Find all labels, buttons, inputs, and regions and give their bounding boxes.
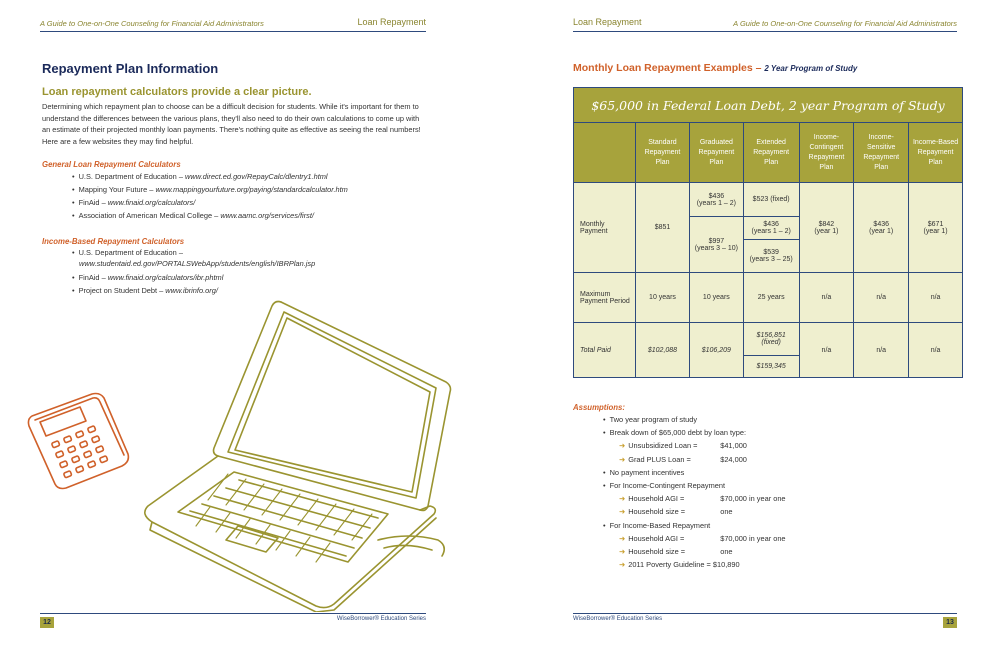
guide-title: A Guide to One-on-One Counseling for Financial Aid Administrators — [733, 19, 957, 28]
table-cell: n/a — [854, 273, 909, 323]
list-item: ➜ Household AGI = $70,000 in year one — [619, 533, 786, 543]
table-banner: $65,000 in Federal Loan Debt, 2 year Program of Study — [574, 88, 963, 123]
arrow-icon: ➜ — [619, 533, 626, 543]
arrow-icon: ➜ — [619, 560, 626, 570]
list-item: • U.S. Department of Education – www.studentaid.ed.gov/PORTALSWebApp/students/english/IBRPlan.jsp — [72, 247, 315, 271]
table-cell: $102,088 — [636, 323, 690, 378]
table-cell: $997 (years 3 – 10) — [689, 217, 743, 273]
list-item: • For Income-Based Repayment — [603, 519, 786, 532]
table-cell: n/a — [799, 323, 854, 378]
general-calculators-heading: General Loan Repayment Calculators — [42, 160, 181, 169]
right-page — [499, 0, 998, 648]
list-item: ➜ Household AGI = $70,000 in year one — [619, 494, 786, 504]
arrow-icon: ➜ — [619, 507, 626, 517]
list-item: • Association of American Medical College – www.aamc.org/services/first/ — [72, 209, 348, 222]
page-number: 13 — [943, 617, 957, 628]
table-header: Graduated Repayment Plan — [689, 123, 743, 183]
laptop-illustration — [138, 300, 460, 612]
link[interactable]: www.finaid.org/calculators/ — [107, 198, 196, 207]
table-header: Extended Repayment Plan — [743, 123, 799, 183]
link[interactable]: www.ibrinfo.org/ — [165, 286, 218, 295]
arrow-icon: ➜ — [619, 441, 626, 451]
running-head — [40, 16, 426, 32]
calculator-illustration — [22, 388, 134, 494]
list-item: • For Income-Contingent Repayment — [603, 479, 786, 492]
income-based-calculators-list — [72, 247, 315, 297]
arrow-icon: ➜ — [619, 494, 626, 504]
row-label-total: Total Paid — [574, 323, 636, 378]
link[interactable]: www.finaid.org/calculators/ibr.phtml — [107, 273, 224, 282]
table-cell: $436 (years 1 – 2) — [689, 183, 743, 217]
section-title: Loan Repayment — [357, 17, 426, 27]
series-name: WiseBorrower® Education Series — [336, 616, 426, 622]
examples-subheading: 2 Year Program of Study — [764, 64, 858, 73]
arrow-icon: ➜ — [619, 547, 626, 557]
list-item: • Mapping Your Future – www.mappingyourfuture.org/paying/standardcalculator.htm — [72, 183, 348, 196]
list-item: • U.S. Department of Education – www.direct.ed.gov/RepayCalc/dlentry1.html — [72, 170, 348, 183]
link[interactable]: www.direct.ed.gov/RepayCalc/dlentry1.html — [185, 172, 328, 181]
table-cell: $671 (year 1) — [909, 183, 963, 273]
table-cell: n/a — [854, 323, 909, 378]
table-cell: $436 (years 1 – 2) — [743, 217, 799, 240]
table-cell: n/a — [909, 273, 963, 323]
page-number: 12 — [40, 617, 54, 628]
list-item: ➜ Unsubsidized Loan = $41,000 — [619, 441, 747, 451]
series-name: WiseBorrower® Education Series — [573, 616, 663, 622]
intro-paragraph: Determining which repayment plan to choose can be a difficult decision for students. While it's important for them to understand the differences between the various plans, they'll also need to do their own calculations to come up with an estimate of their projected monthly loan payments. There's nothing quite as effective as seeing the real numbers! Here are a few websites they may find helpful. — [42, 102, 421, 146]
table-cell: n/a — [909, 323, 963, 378]
page-subtitle: Loan repayment calculators provide a clear picture. — [42, 86, 312, 98]
list-item: • No payment incentives — [603, 466, 786, 479]
table-cell: n/a — [799, 273, 854, 323]
running-head — [573, 16, 957, 32]
table-cell: 10 years — [636, 273, 690, 323]
table-header-empty — [574, 123, 636, 183]
link[interactable]: www.studentaid.ed.gov/PORTALSWebApp/students/english/IBRPlan.jsp — [79, 259, 316, 268]
list-item: • Two year program of study — [603, 413, 786, 426]
list-item: • FinAid – www.finaid.org/calculators/ibr.phtml — [72, 271, 315, 284]
list-item: ➜ Household size = one — [619, 547, 733, 557]
section-title: Loan Repayment — [573, 17, 642, 27]
list-item: • Break down of $65,000 debt by loan type: — [603, 426, 786, 439]
repayment-table — [573, 87, 963, 378]
general-calculators-list — [72, 170, 348, 222]
table-cell: $851 — [636, 183, 690, 273]
table-header: Income-Based Repayment Plan — [909, 123, 963, 183]
footer — [40, 613, 426, 627]
table-header: Standard Repayment Plan — [636, 123, 690, 183]
row-label-max-period: Maximum Payment Period — [574, 273, 636, 323]
table-cell: $842 (year 1) — [799, 183, 854, 273]
table-cell: $539 (years 3 – 25) — [743, 240, 799, 273]
list-item: • Project on Student Debt – www.ibrinfo.org/ — [72, 284, 315, 297]
list-item: ➜ Household size = one — [619, 507, 733, 517]
table-cell: $436 (year 1) — [854, 183, 909, 273]
income-based-calculators-heading: Income-Based Repayment Calculators — [42, 237, 185, 246]
table-cell: $106,209 — [689, 323, 743, 378]
assumptions-heading: Assumptions: — [573, 403, 625, 412]
table-cell: $156,851 (fixed) — [743, 323, 799, 356]
arrow-icon: ➜ — [619, 454, 626, 464]
footer — [573, 613, 957, 627]
link[interactable]: www.aamc.org/services/first/ — [220, 211, 314, 220]
link[interactable]: www.mappingyourfuture.org/paying/standardcalculator.htm — [155, 185, 348, 194]
table-cell: 10 years — [689, 273, 743, 323]
table-header: Income-Contingent Repayment Plan — [799, 123, 854, 183]
row-label-monthly: Monthly Payment — [574, 183, 636, 273]
table-cell: $523 (fixed) — [743, 183, 799, 217]
guide-title: A Guide to One-on-One Counseling for Financial Aid Administrators — [40, 19, 264, 28]
list-item: ➜ 2011 Poverty Guideline = $10,890 — [619, 560, 740, 570]
list-item: ➜ Grad PLUS Loan = $24,000 — [619, 454, 747, 464]
examples-heading: Monthly Loan Repayment Examples – 2 Year Program of Study — [573, 62, 858, 74]
assumptions-list — [603, 413, 786, 571]
table-cell: 25 years — [743, 273, 799, 323]
table-header: Income-Sensitive Repayment Plan — [854, 123, 909, 183]
table-cell: $159,345 — [743, 356, 799, 378]
page-title: Repayment Plan Information — [42, 61, 219, 76]
list-item: • FinAid – www.finaid.org/calculators/ — [72, 196, 348, 209]
